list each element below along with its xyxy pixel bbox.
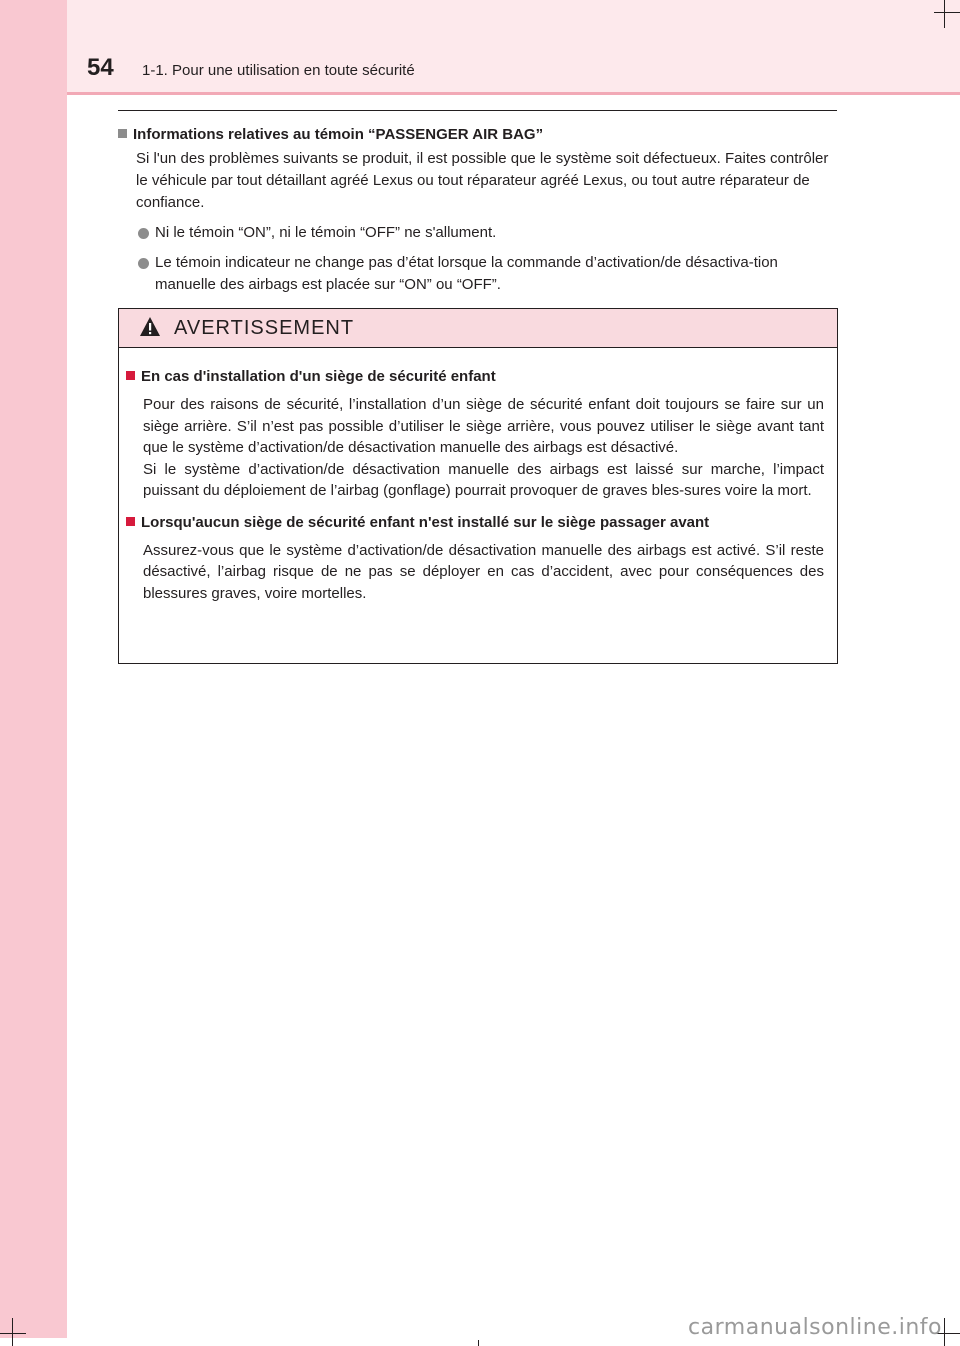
crop-mark bbox=[944, 1318, 945, 1346]
info-bullet bbox=[136, 252, 838, 296]
warning-heading-text: En cas d'installation d'un siège de sécurité enfant bbox=[141, 368, 496, 385]
content-top-rule bbox=[118, 110, 837, 111]
warning-paragraph: Pour des raisons de sécurité, l’installation d’un siège de sécurité enfant doit toujours se faire sur un siège arrière. S’il n’est pas possible d’utiliser le siège arrière, vous pouvez utiliser le siège avant tant que le système d’activation/de désactivation manuelle des airbags est désactivé. bbox=[143, 396, 824, 456]
round-bullet-icon bbox=[138, 228, 149, 239]
info-bullet bbox=[136, 222, 838, 244]
warning-paragraph: Assurez-vous que le système d’activation/de désactivation manuelle des airbags est activé. S’il reste désactivé, l’airbag risque de ne pas se déployer en cas d’accident, avec pour conséquences des blessures graves, voire mortelles. bbox=[143, 541, 824, 602]
info-paragraph: Si l'un des problèmes suivants se produit, il est possible que le système soit défectueux. Faites contrôler le véhicule par tout détaillant agréé Lexus ou tout réparateur agréé Lexus, ou tout autre réparateur de confiance. bbox=[136, 150, 829, 211]
square-bullet-icon bbox=[126, 517, 135, 526]
crop-mark bbox=[934, 12, 960, 13]
warning-body bbox=[119, 348, 837, 604]
warning-heading-text: Lorsqu'aucun siège de sécurité enfant n'est installé sur le siège passager avant bbox=[141, 513, 710, 531]
square-bullet-icon bbox=[118, 129, 127, 138]
warning-heading bbox=[126, 366, 824, 388]
crop-mark bbox=[0, 1333, 26, 1334]
warning-paragraph: Si le système d’activation/de désactivation manuelle des airbags est laissé sur marche, l’impact puissant du déploiement de l’airbag (gonflage) pourrait provoquer de graves bles-sures voire la mort. bbox=[143, 460, 824, 499]
info-heading-text: Informations relatives au témoin “PASSENGER AIR BAG” bbox=[133, 126, 544, 143]
warning-heading bbox=[126, 512, 824, 534]
info-bullet-text: Le témoin indicateur ne change pas d’état lorsque la commande d’activation/de désactiva-tion manuelle des airbags est placée sur “ON” ou “OFF”. bbox=[155, 254, 778, 293]
section-title: 1-1. Pour une utilisation en toute sécurité bbox=[142, 62, 415, 79]
crop-mark bbox=[944, 0, 945, 28]
crop-mark bbox=[478, 1340, 479, 1346]
round-bullet-icon bbox=[138, 258, 149, 269]
warning-triangle-icon bbox=[139, 316, 161, 338]
warning-title: AVERTISSEMENT bbox=[174, 317, 355, 339]
header-divider bbox=[67, 92, 960, 95]
info-bullet-text: Ni le témoin “ON”, ni le témoin “OFF” ne s'allument. bbox=[155, 224, 497, 241]
crop-mark bbox=[12, 1318, 13, 1346]
square-bullet-icon bbox=[126, 371, 135, 380]
warning-header bbox=[119, 309, 837, 348]
watermark: carmanualsonline.info bbox=[688, 1315, 942, 1340]
page-number: 54 bbox=[87, 54, 114, 81]
warning-box bbox=[118, 308, 838, 664]
info-section bbox=[118, 120, 838, 296]
info-heading bbox=[118, 124, 838, 146]
page-side-tab bbox=[0, 0, 67, 1338]
